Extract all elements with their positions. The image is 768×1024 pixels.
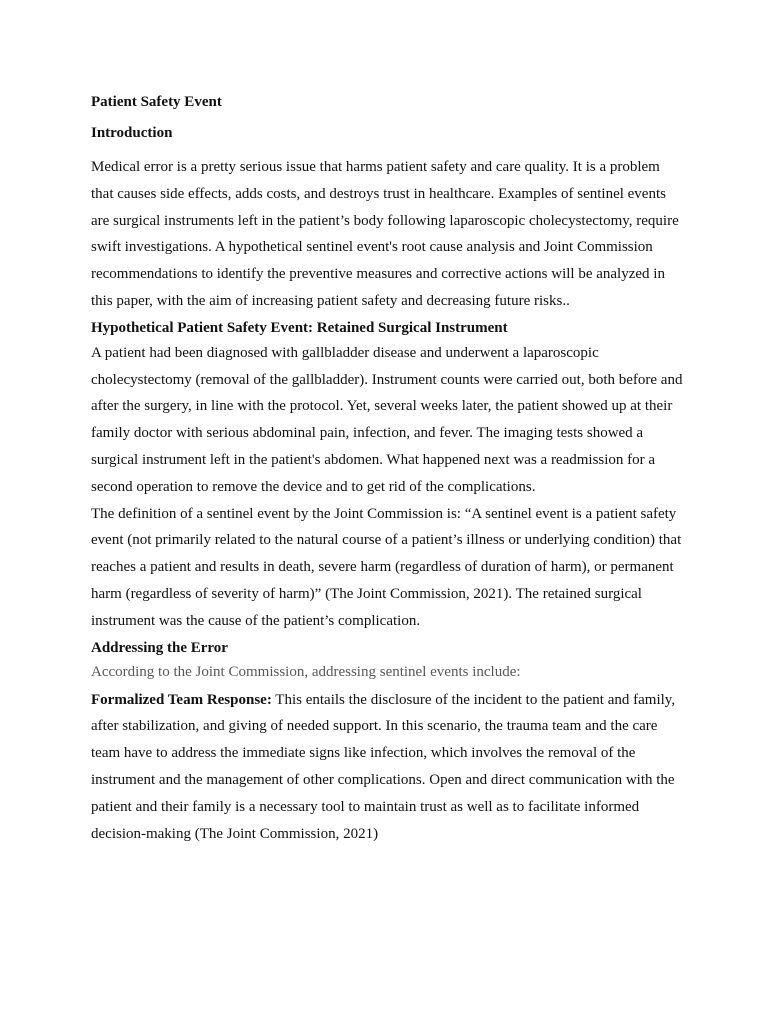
team-response-text: This entails the disclosure of the incident to the patient and family, after stabilization, and giving of needed support. In this scenario, the trauma team and the care team have to address the immediate signs like infection, which involves the removal of the instrument and the management of other complications. Open and direct communication with the patient and their family is a necessary tool to maintain trust as well as to facilitate informed decision-making (The Joint Commission, 2021) xyxy=(91,691,676,842)
event-paragraph-2: The definition of a sentinel event by the Joint Commission is: “A sentinel event is a patient safety event (not primarily related to the natural course of a patient’s illness or underlying condition) that reaches a patient and results in death, severe harm (regardless of duration of harm), or permanent harm (regardless of severity of harm)” (The Joint Commission, 2021). The retained surgical instrument was the cause of the patient’s complication. xyxy=(91,505,682,629)
addressing-heading: Addressing the Error xyxy=(91,639,228,656)
document-body xyxy=(91,92,683,847)
event-heading: Hypothetical Patient Safety Event: Retained Surgical Instrument xyxy=(91,319,508,336)
event-paragraph-1: A patient had been diagnosed with gallbladder disease and underwent a laparoscopic cholecystectomy (removal of the gallbladder). Instrument counts were carried out, both before and after the surgery, in line with the protocol. Yet, several weeks later, the patient showed up at their family doctor with serious abdominal pain, infection, and fever. The imaging tests showed a surgical instrument left in the patient's abdomen. What happened next was a readmission for a second operation to remove the device and to get rid of the complications. xyxy=(91,344,683,495)
introduction-paragraph: Medical error is a pretty serious issue that harms patient safety and care quality. It is a problem that causes side effects, adds costs, and destroys trust in healthcare. Examples of sentinel events are surgical instruments left in the patient’s body following laparoscopic cholecystectomy, require swift investigations. A hypothetical sentinel event's root cause analysis and Joint Commission recommendations to identify the preventive measures and corrective actions will be analyzed in this paper, with the aim of increasing patient safety and decreasing future risks.. xyxy=(91,159,679,309)
addressing-intro: According to the Joint Commission, addressing sentinel events include: xyxy=(91,663,521,680)
document-title: Patient Safety Event xyxy=(91,94,222,110)
team-response-label: Formalized Team Response: xyxy=(91,691,272,708)
team-response-paragraph xyxy=(91,687,683,848)
introduction-heading: Introduction xyxy=(91,125,173,141)
